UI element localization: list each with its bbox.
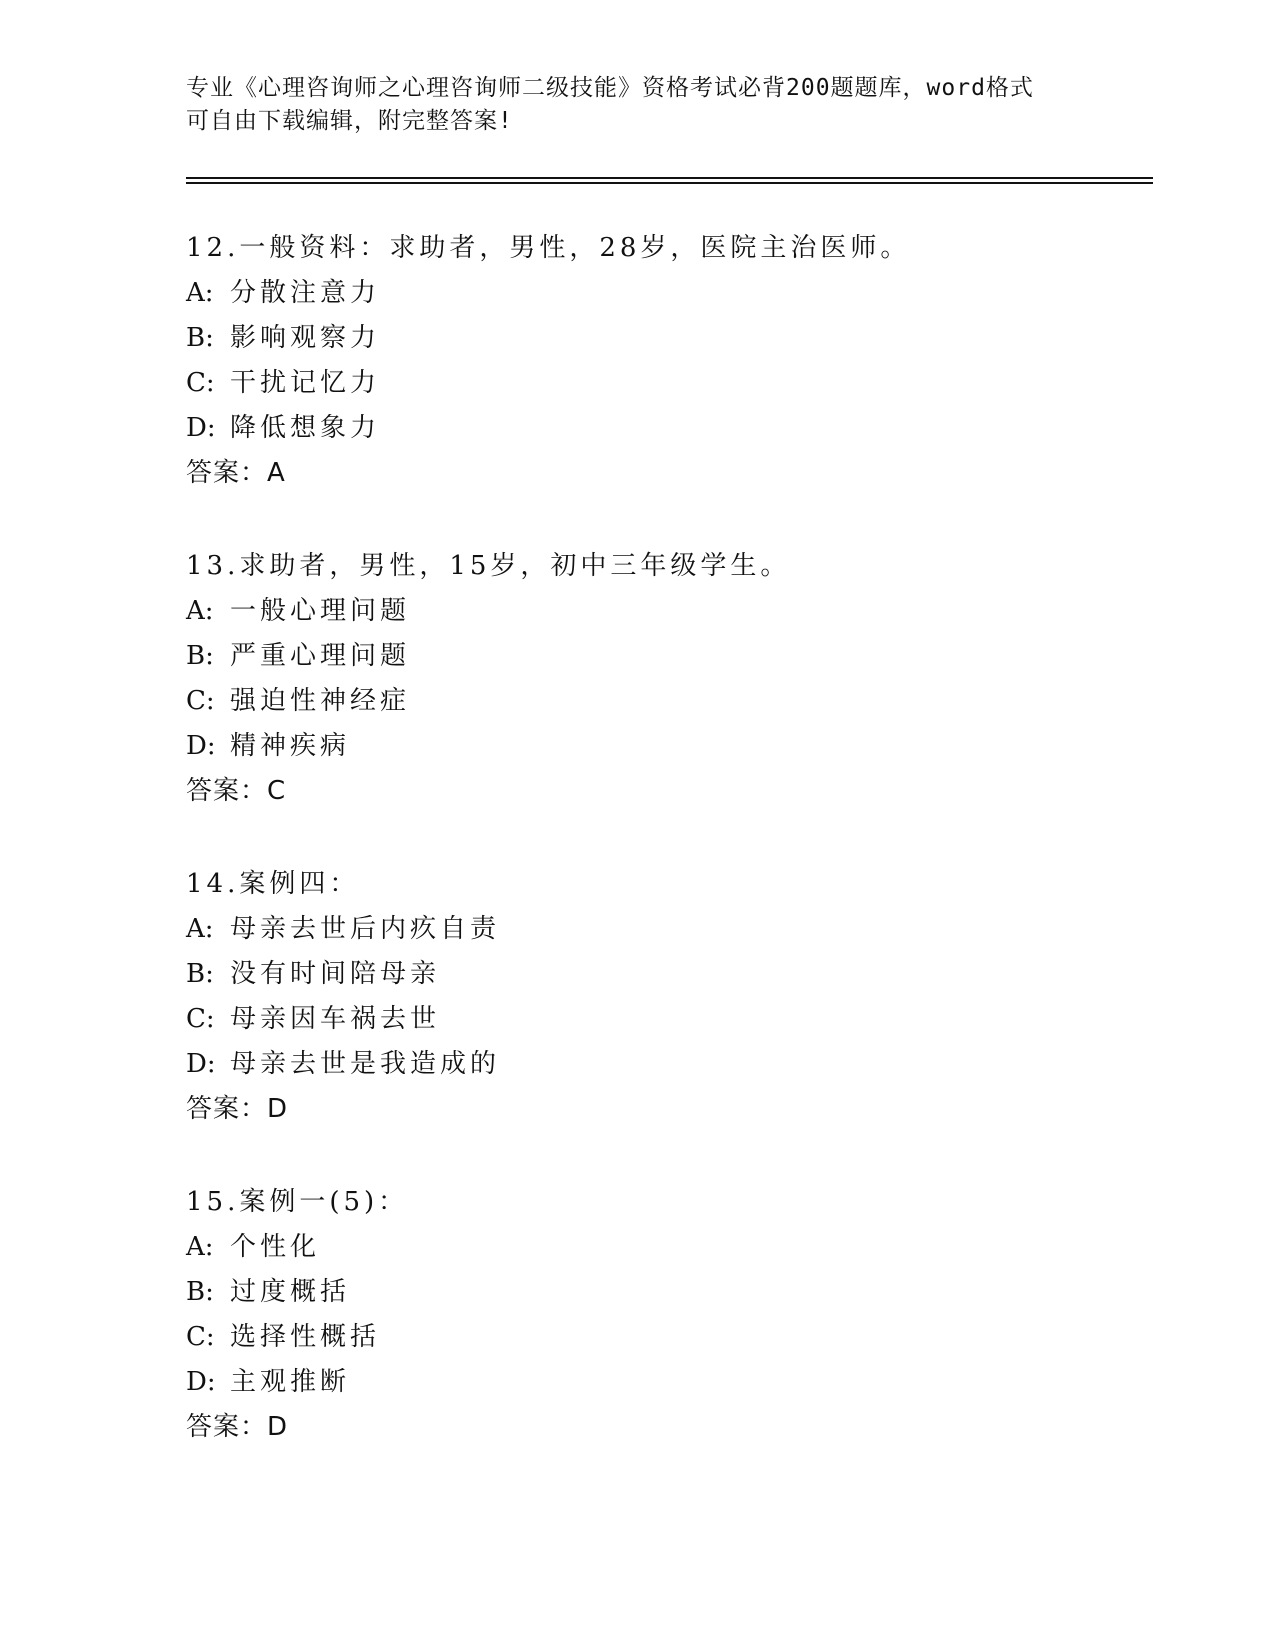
option-c [186,997,1146,1042]
option-d [186,406,1146,451]
option-text: 母亲去世是我造成的 [230,1049,501,1079]
header-divider-top [186,177,1153,179]
option-letter: A: [186,596,214,626]
question-stem: 15.案例一(5)： [186,1187,409,1217]
option-c [186,1315,1146,1360]
option-text: 母亲因车祸去世 [230,1004,441,1034]
question-stem: 12.一般资料：求助者，男性，28岁，医院主治医师。 [186,233,911,263]
option-letter: A: [186,914,214,944]
question-14 [186,862,1146,1132]
option-text: 没有时间陪母亲 [230,959,441,989]
option-text: 个性化 [230,1232,321,1262]
option-a [186,271,1146,316]
answer-line: 答案：D [186,1094,289,1124]
option-a [186,589,1146,634]
option-c [186,361,1146,406]
header-line-1: 专业《心理咨询师之心理咨询师二级技能》资格考试必背200题题库，word格式 [186,75,1034,101]
question-13 [186,544,1146,814]
option-letter: A: [186,278,214,308]
answer-line: 答案：A [186,458,286,488]
option-b [186,1270,1146,1315]
option-letter: B: [186,959,214,989]
option-letter: D: [186,1049,216,1079]
question-stem: 13.求助者，男性，15岁，初中三年级学生。 [186,551,791,581]
option-text: 一般心理问题 [230,596,411,626]
option-d [186,1360,1146,1405]
option-text: 精神疾病 [230,731,351,761]
option-a [186,907,1146,952]
option-letter: C: [186,1004,215,1034]
option-letter: D: [186,1367,216,1397]
question-12 [186,226,1146,496]
option-letter: A: [186,1232,214,1262]
option-text: 母亲去世后内疚自责 [230,914,501,944]
option-b [186,634,1146,679]
option-text: 分散注意力 [230,278,381,308]
option-a [186,1225,1146,1270]
option-text: 降低想象力 [230,413,381,443]
option-letter: C: [186,368,215,398]
option-b [186,952,1146,997]
option-d [186,724,1146,769]
option-letter: C: [186,686,215,716]
option-text: 过度概括 [230,1277,351,1307]
option-letter: B: [186,1277,214,1307]
question-15 [186,1180,1146,1450]
option-text: 强迫性神经症 [230,686,411,716]
option-letter: C: [186,1322,215,1352]
header-divider-bottom [186,182,1153,184]
option-text: 干扰记忆力 [230,368,381,398]
document-header [186,72,1086,138]
question-stem: 14.案例四： [186,869,360,899]
option-text: 影响观察力 [230,323,381,353]
option-text: 主观推断 [230,1367,351,1397]
option-text: 严重心理问题 [230,641,411,671]
option-letter: D: [186,731,216,761]
option-d [186,1042,1146,1087]
option-text: 选择性概括 [230,1322,381,1352]
option-letter: D: [186,413,216,443]
header-line-2: 可自由下载编辑，附完整答案! [186,108,513,134]
option-c [186,679,1146,724]
option-letter: B: [186,323,214,353]
answer-line: 答案：C [186,776,287,806]
option-letter: B: [186,641,214,671]
answer-line: 答案：D [186,1412,289,1442]
option-b [186,316,1146,361]
